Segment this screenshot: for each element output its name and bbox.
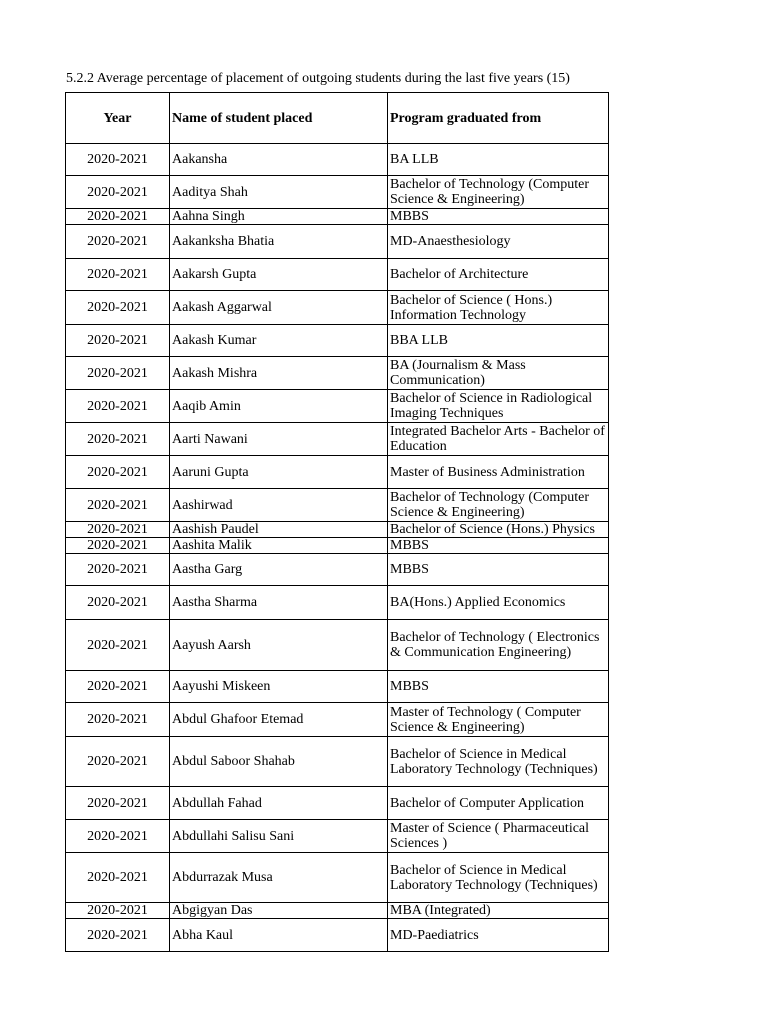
cell-program: Bachelor of Technology (Computer Science & Engineering)	[388, 489, 609, 522]
table-row	[66, 209, 609, 225]
table-row	[66, 325, 609, 357]
cell-program: BA (Journalism & Mass Communication)	[388, 357, 609, 390]
cell-name: Aayushi Miskeen	[170, 671, 388, 703]
header-program: Program graduated from	[388, 93, 609, 144]
cell-name: Abdul Saboor Shahab	[170, 737, 388, 787]
table-row	[66, 787, 609, 820]
cell-year: 2020-2021	[66, 620, 170, 671]
table-row	[66, 225, 609, 259]
cell-name: Aayush Aarsh	[170, 620, 388, 671]
header-name: Name of student placed	[170, 93, 388, 144]
cell-year: 2020-2021	[66, 853, 170, 903]
cell-name: Abdullahi Salisu Sani	[170, 820, 388, 853]
cell-year: 2020-2021	[66, 390, 170, 423]
cell-year: 2020-2021	[66, 259, 170, 291]
cell-name: Aakash Kumar	[170, 325, 388, 357]
table-header-row	[66, 93, 609, 144]
table-body	[66, 144, 609, 952]
table-row	[66, 853, 609, 903]
cell-year: 2020-2021	[66, 209, 170, 225]
cell-name: Aakansha	[170, 144, 388, 176]
cell-year: 2020-2021	[66, 538, 170, 554]
cell-year: 2020-2021	[66, 554, 170, 586]
cell-program: Bachelor of Science in Medical Laboratory Technology (Techniques)	[388, 737, 609, 787]
cell-year: 2020-2021	[66, 671, 170, 703]
cell-program: BA(Hons.) Applied Economics	[388, 586, 609, 620]
cell-program: Master of Business Administration	[388, 456, 609, 489]
table-row	[66, 820, 609, 853]
cell-program: MBBS	[388, 554, 609, 586]
cell-name: Abgigyan Das	[170, 903, 388, 919]
table-row	[66, 919, 609, 952]
cell-year: 2020-2021	[66, 176, 170, 209]
cell-program: Master of Science ( Pharmaceutical Sciences )	[388, 820, 609, 853]
cell-program: Bachelor of Science in Radiological Imaging Techniques	[388, 390, 609, 423]
cell-year: 2020-2021	[66, 820, 170, 853]
cell-year: 2020-2021	[66, 144, 170, 176]
cell-program: Bachelor of Science (Hons.) Physics	[388, 522, 609, 538]
cell-year: 2020-2021	[66, 456, 170, 489]
cell-name: Aarti Nawani	[170, 423, 388, 456]
cell-name: Aashirwad	[170, 489, 388, 522]
cell-year: 2020-2021	[66, 325, 170, 357]
cell-name: Aashish Paudel	[170, 522, 388, 538]
cell-program: MD-Paediatrics	[388, 919, 609, 952]
table-row	[66, 423, 609, 456]
table-row	[66, 144, 609, 176]
cell-name: Abha Kaul	[170, 919, 388, 952]
table-row	[66, 357, 609, 390]
table-row	[66, 903, 609, 919]
cell-program: MBA (Integrated)	[388, 903, 609, 919]
table-row	[66, 259, 609, 291]
cell-program: MBBS	[388, 209, 609, 225]
table-row	[66, 522, 609, 538]
cell-name: Aastha Garg	[170, 554, 388, 586]
cell-year: 2020-2021	[66, 489, 170, 522]
cell-year: 2020-2021	[66, 787, 170, 820]
cell-year: 2020-2021	[66, 423, 170, 456]
cell-year: 2020-2021	[66, 225, 170, 259]
table-row	[66, 489, 609, 522]
table-row	[66, 554, 609, 586]
cell-program: MBBS	[388, 671, 609, 703]
cell-year: 2020-2021	[66, 919, 170, 952]
table-row	[66, 456, 609, 489]
cell-year: 2020-2021	[66, 703, 170, 737]
cell-program: Bachelor of Technology (Computer Science & Engineering)	[388, 176, 609, 209]
cell-year: 2020-2021	[66, 903, 170, 919]
cell-name: Aakash Aggarwal	[170, 291, 388, 325]
cell-year: 2020-2021	[66, 291, 170, 325]
cell-name: Aaruni Gupta	[170, 456, 388, 489]
cell-year: 2020-2021	[66, 737, 170, 787]
cell-program: Integrated Bachelor Arts - Bachelor of Education	[388, 423, 609, 456]
cell-program: MD-Anaesthesiology	[388, 225, 609, 259]
table-row	[66, 703, 609, 737]
cell-name: Aahna Singh	[170, 209, 388, 225]
cell-year: 2020-2021	[66, 522, 170, 538]
cell-program: Bachelor of Science ( Hons.) Information Technology	[388, 291, 609, 325]
table-row	[66, 390, 609, 423]
document-title: 5.2.2 Average percentage of placement of outgoing students during the last five years (15)	[66, 71, 570, 86]
table-row	[66, 737, 609, 787]
table-row	[66, 671, 609, 703]
cell-name: Abdullah Fahad	[170, 787, 388, 820]
table-row	[66, 176, 609, 209]
header-year: Year	[66, 93, 170, 144]
cell-program: Master of Technology ( Computer Science & Engineering)	[388, 703, 609, 737]
cell-name: Aakarsh Gupta	[170, 259, 388, 291]
cell-name: Aaqib Amin	[170, 390, 388, 423]
cell-name: Aaditya Shah	[170, 176, 388, 209]
table-row	[66, 538, 609, 554]
cell-program: Bachelor of Computer Application	[388, 787, 609, 820]
cell-program: Bachelor of Architecture	[388, 259, 609, 291]
cell-program: BBA LLB	[388, 325, 609, 357]
table-row	[66, 291, 609, 325]
placement-table	[65, 92, 609, 952]
cell-program: BA LLB	[388, 144, 609, 176]
cell-name: Aastha Sharma	[170, 586, 388, 620]
cell-name: Abdurrazak Musa	[170, 853, 388, 903]
cell-program: MBBS	[388, 538, 609, 554]
cell-year: 2020-2021	[66, 586, 170, 620]
cell-program: Bachelor of Technology ( Electronics & Communication Engineering)	[388, 620, 609, 671]
cell-name: Aakash Mishra	[170, 357, 388, 390]
table-row	[66, 586, 609, 620]
cell-name: Abdul Ghafoor Etemad	[170, 703, 388, 737]
cell-name: Aashita Malik	[170, 538, 388, 554]
table-row	[66, 620, 609, 671]
cell-program: Bachelor of Science in Medical Laboratory Technology (Techniques)	[388, 853, 609, 903]
cell-year: 2020-2021	[66, 357, 170, 390]
cell-name: Aakanksha Bhatia	[170, 225, 388, 259]
